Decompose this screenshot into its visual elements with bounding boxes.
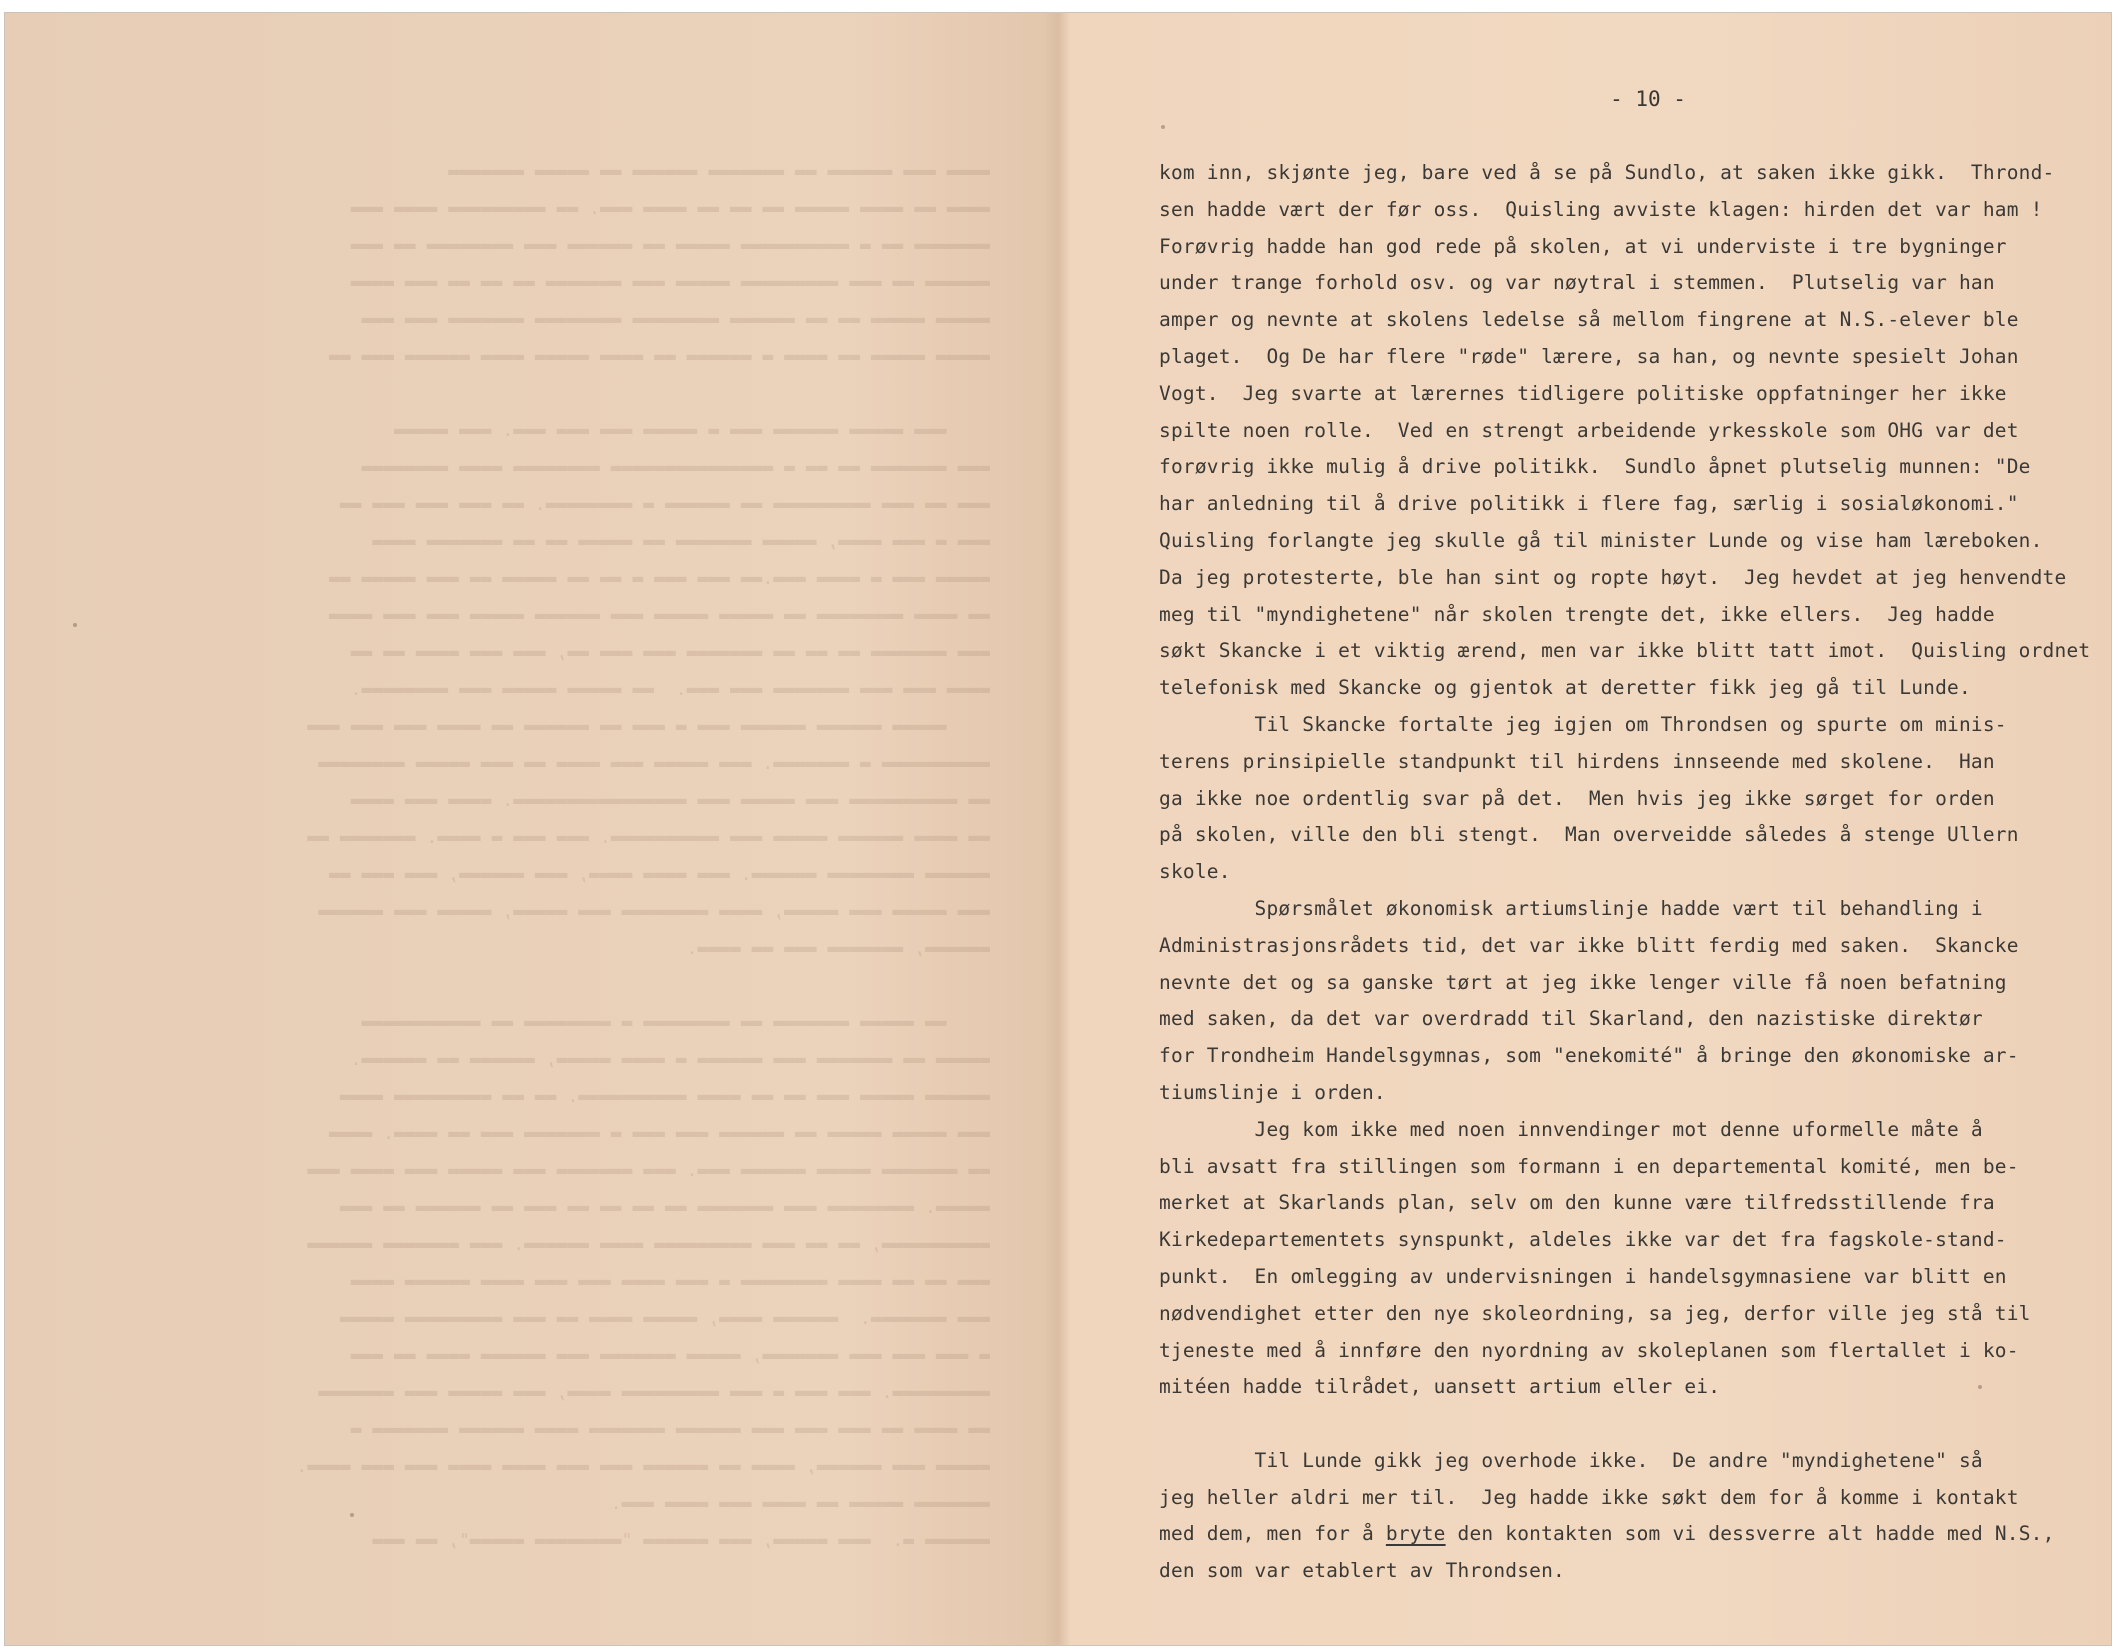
blank-line	[1159, 1406, 2099, 1443]
text-line: tjeneste med å innføre den nyordning av skoleplanen som flertallet i ko-	[1159, 1338, 2019, 1362]
ink-speck	[1161, 125, 1165, 129]
text-line: Jeg kom ikke med noen innvendinger mot denne uformelle måte å	[1159, 1117, 1983, 1141]
text-line: Til Lunde gikk jeg overhode ikke. De andre "myndighetene" så	[1159, 1448, 1983, 1472]
ink-speck	[1978, 1385, 1982, 1389]
text-line: punkt. En omlegging av undervisningen i handelsgymnasiene var blitt en	[1159, 1264, 2007, 1288]
text-line: Vogt. Jeg svarte at lærernes tidligere politiske oppfatninger her ikke	[1159, 381, 2007, 405]
text-line: merket at Skarlands plan, selv om den kunne være tilfredsstillende fra	[1159, 1191, 1995, 1215]
text-line: søkt Skancke i et viktig ærend, men var ikke blitt tatt imot. Quisling ordnet	[1159, 639, 2091, 663]
text-line: meg til "myndighetene" når skolen trengte det, ikke ellers. Jeg hadde	[1159, 602, 1995, 626]
text-line: Administrasjonsrådets tid, det var ikke blitt ferdig med saken. Skancke	[1159, 933, 2019, 957]
text-line: plaget. Og De har flere "røde" lærere, sa han, og nevnte spesielt Johan	[1159, 344, 2019, 368]
text-line: kom inn, skjønte jeg, bare ved å se på Sundlo, at saken ikke gikk. Thrond-	[1159, 161, 2055, 184]
document-spread	[4, 12, 2112, 1646]
text-line: Spørsmålet økonomisk artiumslinje hadde vært til behandling i	[1159, 896, 1983, 920]
text-line: bli avsatt fra stillingen som formann i en departemental komité, men be-	[1159, 1154, 2019, 1178]
ink-speck	[73, 623, 77, 627]
text-line: med dem, men for å bryte den kontakten som vi dessverre alt hadde med N.S.,	[1159, 1522, 2055, 1546]
text-line: under trange forhold osv. og var nøytral i stemmen. Plutselig var han	[1159, 271, 1995, 295]
text-line: jeg heller aldri mer til. Jeg hadde ikke søkt dem for å komme i kontakt	[1159, 1485, 2019, 1509]
text-line: Quisling forlangte jeg skulle gå til minister Lunde og vise ham læreboken.	[1159, 528, 2043, 552]
left-page	[5, 13, 1058, 1645]
text-line: for Trondheim Handelsgymnas, som "enekomité" å bringe den økonomiske ar-	[1159, 1044, 2019, 1068]
text-line: den som var etablert av Throndsen.	[1159, 1559, 1565, 1583]
text-line: Da jeg protesterte, ble han sint og ropte høyt. Jeg hevdet at jeg henvendte	[1159, 565, 2067, 589]
right-page	[1058, 13, 2111, 1645]
text-line: nevnte det og sa ganske tørt at jeg ikke lenger ville få noen befatning	[1159, 970, 2007, 994]
text-line: amper og nevnte at skolens ledelse så mellom fingrene at N.S.-elever ble	[1159, 308, 2019, 332]
text-line: Forøvrig hadde han god rede på skolen, at vi underviste i tre bygninger	[1159, 234, 2007, 258]
text-line: terens prinsipielle standpunkt til hirdens innseende med skolene. Han	[1159, 749, 1995, 773]
underlined-word: bryte	[1385, 1522, 1446, 1546]
text-line: med saken, da det var overdradd til Skarland, den nazistiske direktør	[1159, 1007, 1983, 1031]
text-line: tiumslinje i orden.	[1159, 1080, 1386, 1104]
text-line: har anledning til å drive politikk i flere fag, særlig i sosialøkonomi."	[1159, 492, 2019, 516]
bleed-through-text: ▬▬▬▬ ▬▬▬ ▬▬▬▬▬▬ ▬▬ ▬▬▬▬▬▬▬ ▬▬▬▬▬▬ ▬▬ ▬▬▬▬▬ ▬▬▬▬▬▬▬ ▬▬▬▬ ▬▬ ▬▬▬▬ ▬▬▬▬▬ ▬▬ ▬▬ ▬▬ ▬▬▬▬ ▬▬▬. ▬▬ ▬▬▬▬▬▬▬▬▬ ▬▬▬▬ ▬▬▬ ▬▬▬▬▬▬▬ ▬▬ ▬ ▬▬▬▬▬▬▬▬▬▬ ▬▬▬▬▬ ▬▬ ▬▬▬▬▬▬ ▬▬▬ ▬▬▬▬▬▬▬▬ ▬▬ ▬▬▬ ▬▬▬▬▬▬ ▬▬ ▬▬▬ ▬▬▬▬▬▬▬▬▬ ▬▬▬▬▬ ▬▬▬ ▬▬▬▬▬▬▬ ▬▬ ▬▬ ▬▬ ▬▬▬ ▬▬▬▬ ▬▬▬▬▬ ▬▬▬▬▬ ▬▬ ▬▬ ▬▬▬▬▬▬ ▬▬▬▬▬▬▬▬ ▬▬▬▬▬▬▬▬ ▬▬▬▬▬▬▬ ▬▬▬ ▬▬▬ ▬▬▬▬▬ ▬▬▬▬▬ ▬▬ ▬▬▬▬ ▬ ▬▬▬▬▬▬ ▬▬ ▬▬▬▬ ▬▬▬▬▬ ▬▬▬▬ ▬▬▬▬▬▬ ▬▬▬ ▬▬ ▬▬▬ ▬▬▬▬▬ ▬▬▬▬▬▬ ▬▬▬ ▬ ▬▬▬▬▬ ▬▬▬ ▬▬▬ ▬▬▬. ▬▬▬ ▬▬▬▬▬ ▬▬▬ ▬▬▬▬▬▬▬ ▬▬ ▬▬ ▬ ▬▬▬▬▬▬▬▬▬▬▬▬▬▬▬ ▬▬▬▬▬▬▬▬ ▬▬▬▬ ▬▬▬▬▬▬▬▬ ▬▬▬ ▬▬ ▬▬▬ ▬▬▬▬▬▬▬▬▬ ▬▬ ▬▬▬▬▬▬ ▬ ▬▬▬▬▬▬▬▬. ▬▬ ▬▬▬ ▬▬▬ ▬▬▬ ▬▬ ▬▬▬ ▬ ▬▬▬ ▬▬▬▬, ▬▬▬▬▬ ▬▬▬▬▬▬▬ ▬▬ ▬▬▬▬▬ ▬▬ ▬▬ ▬▬▬▬▬▬▬ ▬▬▬▬ ▬▬▬▬▬ ▬▬▬ ▬ ▬▬▬▬ ▬▬▬.▬▬ ▬▬▬ ▬▬▬ ▬ ▬▬ ▬▬ ▬▬▬▬▬ ▬▬ ▬▬▬ ▬▬▬▬▬ ▬▬ ▬▬ ▬▬▬▬ ▬▬▬▬▬▬▬▬ ▬▬ ▬▬▬▬▬ ▬▬▬▬▬ ▬▬▬ ▬▬▬▬▬▬ ▬▬▬▬▬ ▬▬▬ ▬▬▬ ▬▬▬▬ ▬▬▬ ▬▬▬▬▬▬▬ ▬▬ ▬▬ ▬▬ ▬▬▬▬▬▬▬ ▬▬▬ ▬▬▬ ▬▬, ▬▬▬ ▬▬▬ ▬▬▬▬ ▬▬ ▬▬ ▬▬▬▬ ▬▬▬ ▬▬▬ ▬▬▬▬▬▬▬ ▬▬▬ ▬▬▬. ▬▬ ▬▬▬▬▬ ▬▬▬▬▬ ▬▬▬ ▬▬▬▬▬▬▬▬. ▬▬▬▬▬ ▬▬▬▬▬▬ ▬▬▬▬▬▬ ▬▬▬ ▬ ▬▬▬ ▬▬ ▬▬▬▬▬▬ ▬▬ ▬▬▬▬ ▬▬▬ ▬▬▬ ▬▬▬ ▬▬▬▬▬▬▬▬▬▬ ▬ ▬▬▬▬▬▬▬. ▬▬▬ ▬▬▬▬▬ ▬▬▬ ▬▬▬▬ ▬▬ ▬▬▬ ▬▬▬▬▬ ▬▬▬▬▬▬▬▬ ▬▬ ▬▬▬▬▬▬▬▬▬▬ ▬▬▬ ▬▬▬▬▬ ▬▬▬ ▬▬▬▬▬▬▬▬▬▬▬▬▬▬▬▬. ▬▬▬▬ ▬▬▬ ▬▬▬▬ ▬▬ ▬▬▬▬ ▬▬▬▬▬▬ ▬▬▬▬▬ ▬▬▬ ▬▬▬▬▬▬▬▬▬▬. ▬▬▬ ▬▬▬ ▬ ▬▬▬▬. ▬▬▬▬▬▬▬ ▬▬ ▬▬▬▬▬▬ ▬▬▬▬▬▬▬▬ ▬▬▬▬▬▬. ▬▬▬ ▬▬▬▬ ▬▬▬▬, ▬▬▬ ▬▬▬▬▬▬, ▬▬▬ ▬▬▬ ▬▬ ▬▬▬ ▬▬▬▬▬ ▬▬▬ ▬▬▬▬▬, ▬▬▬▬ ▬▬▬▬▬▬▬▬ ▬▬▬ ▬▬▬▬▬, ▬▬▬▬▬ ▬▬▬ ▬▬▬▬▬▬ ▬▬▬▬▬▬, ▬▬▬▬▬▬▬ ▬▬▬ ▬▬ ▬▬▬▬. ▬▬ ▬▬▬▬▬ ▬▬▬▬▬▬▬ ▬▬ ▬▬▬▬▬▬▬▬ ▬ ▬▬▬▬▬▬▬▬ ▬▬ ▬▬▬▬▬▬▬▬▬▬▬ ▬▬▬▬▬ ▬▬ ▬▬▬▬▬▬▬ ▬▬▬ ▬▬▬▬▬▬ ▬ ▬▬▬▬ ▬▬▬▬▬, ▬▬▬▬▬▬ ▬▬ ▬▬▬▬▬▬. ▬▬▬▬▬▬ ▬▬▬▬▬ ▬▬▬ ▬▬ ▬▬ ▬▬▬▬ ▬▬▬▬▬▬▬▬▬▬. ▬▬ ▬▬ ▬▬▬▬▬▬▬▬▬ ▬▬▬▬ ▬▬▬ ▬▬▬▬▬ ▬▬▬▬▬ ▬▬ ▬▬▬▬▬▬ ▬▬▬ ▬▬▬ ▬ ▬▬▬▬▬▬▬ ▬▬▬ ▬▬ ▬▬▬▬. ▬▬▬▬ ▬▬ ▬▬▬▬▬▬▬ ▬▬▬▬▬ ▬▬▬▬▬▬ ▬▬▬. ▬▬▬ ▬▬▬▬▬▬▬ ▬▬▬ ▬▬▬▬▬ ▬▬▬ ▬▬▬▬ ▬▬▬ ▬▬▬▬▬. ▬▬▬▬▬▬▬▬ ▬▬▬ ▬▬▬▬▬▬▬ ▬▬ ▬▬ ▬▬ ▬▬ ▬▬▬ ▬▬ ▬▬▬▬▬▬ ▬▬ ▬▬▬ ▬▬▬▬▬▬▬▬▬▬, ▬▬ ▬▬ ▬▬▬ ▬▬▬▬▬▬▬▬▬ ▬▬▬▬ ▬▬▬▬▬▬. ▬▬▬ ▬▬▬▬▬▬▬ ▬▬▬▬▬▬ ▬▬▬ ▬▬ ▬▬ ▬▬▬▬ ▬▬▬▬▬▬▬▬ ▬ ▬▬▬ ▬▬▬▬ ▬▬▬ ▬▬▬ ▬▬▬▬ ▬▬▬▬▬▬ ▬▬▬▬ ▬▬▬ ▬▬▬▬▬▬▬. ▬▬▬▬▬▬ ▬▬▬▬, ▬▬▬▬▬ ▬▬▬▬ ▬▬ ▬▬▬ ▬▬▬▬▬▬▬▬▬ ▬▬▬▬▬ ▬ ▬▬▬ ▬▬▬ ▬▬▬ ▬▬▬▬▬▬▬, ▬▬▬▬▬ ▬▬▬▬▬▬▬ ▬▬▬ ▬▬▬▬▬▬ ▬▬▬▬ ▬▬ ▬▬▬ ▬▬▬▬▬▬▬▬▬. ▬▬▬ ▬▬▬ ▬ ▬▬▬ ▬▬▬▬▬▬▬▬▬ ▬▬▬▬, ▬▬▬ ▬▬▬▬▬ ▬▬▬ ▬▬▬▬▬▬▬ ▬▬ ▬▬▬▬ ▬▬ ▬▬▬ ▬▬▬ ▬▬▬ ▬▬▬▬▬▬ ▬▬▬▬▬▬▬ ▬▬▬▬ ▬▬▬▬▬▬ ▬▬▬▬▬▬▬ ▬ ▬▬▬▬▬ ▬▬▬ ▬▬▬▬▬▬, ▬▬▬▬ ▬▬ ▬▬▬▬▬▬ ▬▬▬ ▬▬▬ ▬▬▬▬ ▬▬▬▬ ▬▬▬ ▬▬▬ ▬▬▬▬. ▬▬▬▬▬▬▬ ▬▬▬▬▬ ▬▬ ▬▬▬▬ ▬▬▬ ▬▬▬▬ ▬▬▬. ▬▬▬▬▬▬ ▬. ▬▬▬ ▬▬▬▬▬, ▬▬▬ ▬▬▬▬▬▬ "▬▬▬▬▬▬▬▬ ▬▬▬▬▬", ▬▬ ▬▬▬	[296, 161, 990, 1551]
typewritten-body	[1159, 155, 2099, 1590]
text-line: mitéen hadde tilrådet, uansett artium eller ei.	[1159, 1375, 1721, 1399]
text-line: på skolen, ville den bli stengt. Man overveidde således å stenge Ullern	[1159, 823, 2019, 847]
text-line: nødvendighet etter den nye skoleordning, sa jeg, derfor ville jeg stå til	[1159, 1301, 2031, 1325]
text-line: ga ikke noe ordentlig svar på det. Men hvis jeg ikke sørget for orden	[1159, 786, 1995, 810]
text-line: sen hadde vært der før oss. Quisling avviste klagen: hirden det var ham !	[1159, 197, 2043, 221]
ink-speck	[350, 1513, 354, 1517]
text-line: skole.	[1159, 860, 1231, 884]
page-number: - 10 -	[1610, 87, 1686, 111]
text-line: spilte noen rolle. Ved en strengt arbeidende yrkesskole som OHG var det	[1159, 418, 2019, 442]
text-line: Til Skancke fortalte jeg igjen om Throndsen og spurte om minis-	[1159, 712, 2007, 736]
text-line: telefonisk med Skancke og gjentok at deretter fikk jeg gå til Lunde.	[1159, 676, 1971, 700]
text-line: forøvrig ikke mulig å drive politikk. Sundlo åpnet plutselig munnen: "De	[1159, 455, 2031, 479]
text-line: Kirkedepartementets synspunkt, aldeles ikke var det fra fagskole-stand-	[1159, 1228, 2007, 1252]
